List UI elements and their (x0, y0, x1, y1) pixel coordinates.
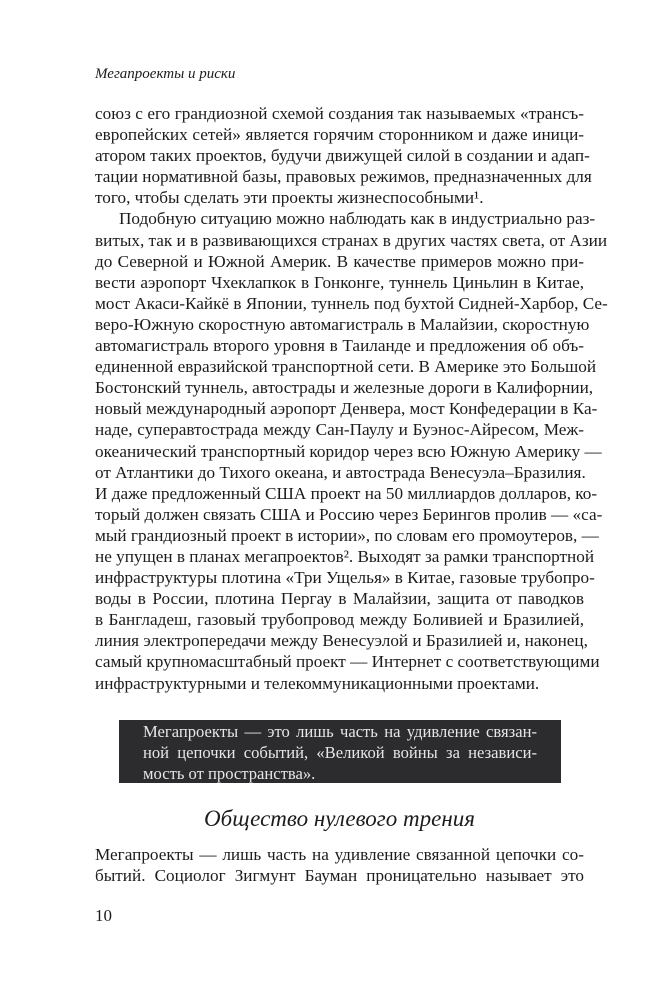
paragraph-3 (95, 844, 584, 886)
text-line: наде, суперавтострада между Сан-Паулу и Буэнос-Айресом, Меж- (95, 420, 584, 440)
text-line: мост Акаси-Кайкё в Японии, туннель под бухтой Сидней-Харбор, Се- (95, 293, 608, 313)
text-line: И даже предложенный США проект на 50 миллиардов долларов, ко- (95, 483, 598, 503)
text-line: не упущен в планах мегапроектов². Выходят за рамки транспортной (95, 546, 595, 566)
text-line: воды в России, плотина Пергау в Малайзии, защита от паводков (95, 589, 584, 609)
text-line: Бостонский туннель, автострады и железные дороги в Калифорнии, (95, 378, 594, 398)
text-line: Мегапроекты — это лишь часть на удивление связан- (143, 722, 537, 741)
running-header: Мегапроекты и риски (95, 66, 236, 82)
text-line: от Атлантики до Тихого океана, и автострада Венесуэла–Бразилия. (95, 462, 586, 482)
paragraph-2 (95, 208, 608, 693)
text-line: единенной евразийской транспортной сети. В Америке это Большой (95, 357, 597, 377)
text-line: самый крупномасштабный проект — Интернет с соответствующими (95, 652, 600, 672)
pull-quote-text (143, 721, 537, 784)
text-line: витых, так и в развивающихся странах в других частях света, от Азии (95, 230, 608, 250)
text-line: союз с его грандиозной схемой создания так называемых «трансъ- (95, 104, 584, 123)
text-line: атором таких проектов, будучи движущей силой в создании и адап- (95, 146, 590, 166)
text-line: мость от пространства». (143, 764, 316, 783)
text-line: в Бангладеш, газовый трубопровод между Боливией и Бразилией, (95, 610, 584, 630)
text-line: тации нормативной базы, правовых режимов, предназначенных для (95, 167, 592, 187)
text-line: океанический транспортный коридор через всю Южную Америку — (95, 441, 602, 461)
text-line: веро-Южную скоростную автомагистраль в Малайзии, скоростную (95, 314, 590, 334)
text-line: ной цепочки событий, «Великой войны за независи- (143, 743, 537, 762)
text-line: того, чтобы сделать эти проекты жизнеспособными¹. (95, 188, 484, 208)
body-text (95, 103, 608, 694)
paragraph-1 (95, 103, 592, 208)
text-line: автомагистраль второго уровня в Таиланде и предложения об объ- (95, 336, 584, 356)
paragraph-3-lines (95, 844, 584, 886)
page-number: 10 (95, 906, 112, 925)
text-line: бытий. Социолог Зигмунт Бауман проницательно называет это (95, 866, 584, 886)
text-line: мый грандиозный проект в истории», по словам его промоутеров, — (95, 525, 599, 545)
text-line: линия электропередачи между Венесуэлой и Бразилией и, наконец, (95, 631, 588, 651)
text-line: Мегапроекты — лишь часть на удивление связанной цепочки со- (95, 845, 584, 864)
text-line: инфраструктурными и телекоммуникационными проектами. (95, 673, 540, 693)
text-line: до Северной и Южной Америк. В качестве примеров можно при- (95, 251, 584, 271)
section-heading: Общество нулевого трения (204, 806, 475, 831)
text-line: вести аэропорт Чхеклапкок в Гонконге, туннель Циньлин в Китае, (95, 272, 584, 292)
text-line: новый международный аэропорт Денвера, мост Конфедерации в Ка- (95, 399, 598, 419)
pull-quote-box (119, 720, 561, 783)
text-line: Подобную ситуацию можно наблюдать как в индустриально раз- (119, 209, 596, 229)
text-line: инфраструктуры плотина «Три Ущелья» в Китае, газовые трубопро- (95, 568, 595, 588)
text-line: торый должен связать США и Россию через Берингов пролив — «са- (95, 504, 603, 524)
text-line: европейских сетей» является горячим сторонником и даже иници- (95, 125, 584, 145)
